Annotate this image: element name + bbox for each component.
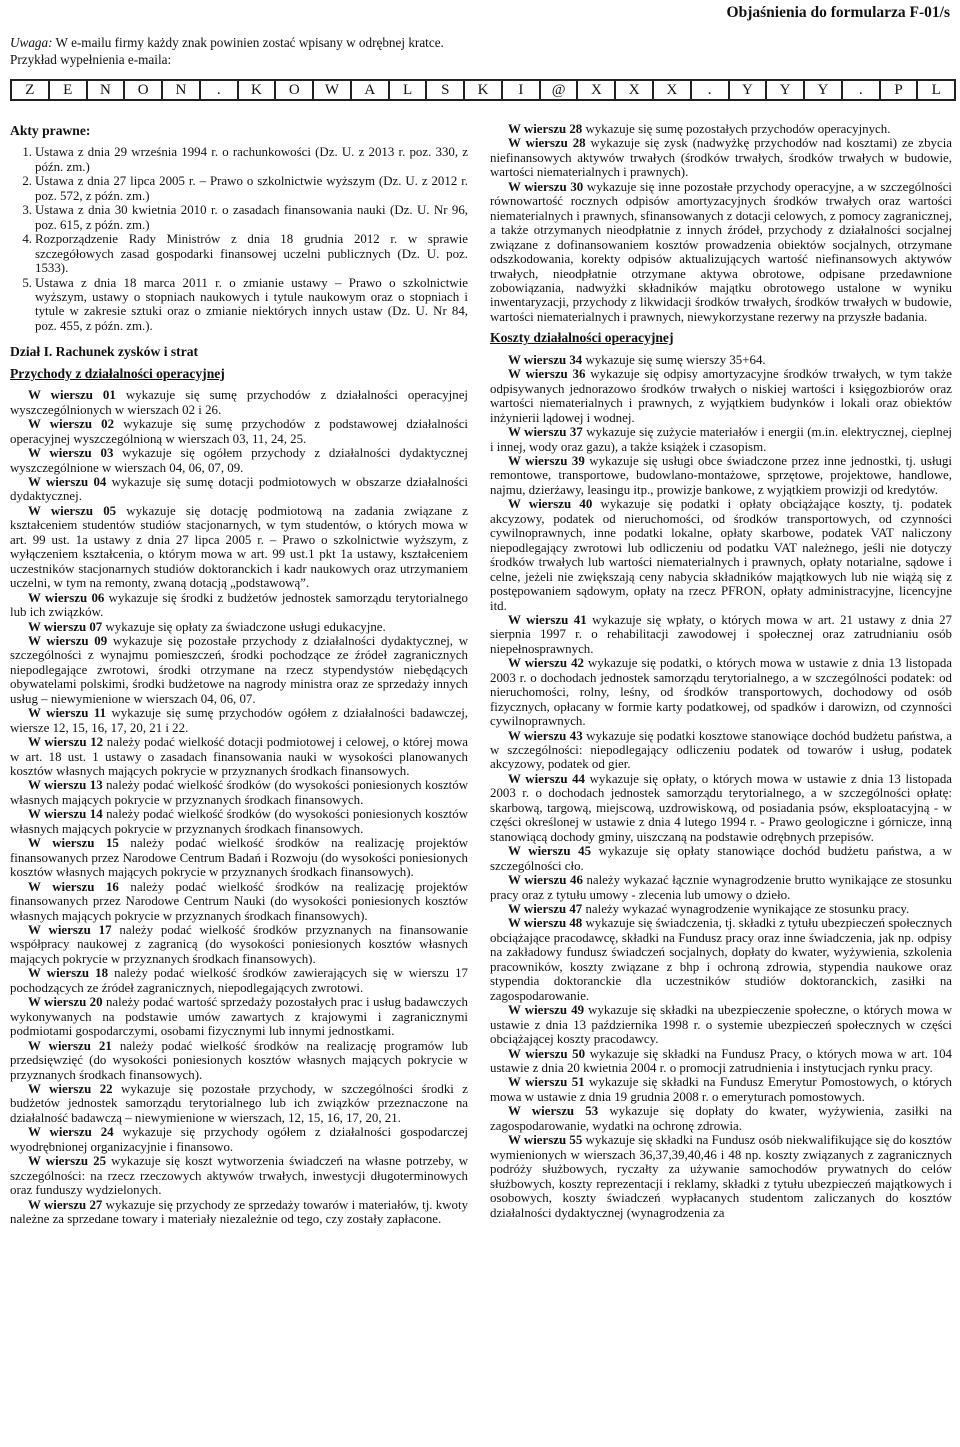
row-explanation: [10, 807, 468, 836]
row-explanation: [490, 902, 952, 916]
row-description: należy wykazać łącznie wynagrodzenie brutto wynikające ze stosunku pracy oraz z tytułu umowy - zlecenia lub umowy o dzieło.: [490, 873, 952, 902]
row-description: wykazuje się pozostałe przychody, w szczególności środki z budżetów jednostek samorządu terytorialnego lub ich związków przeznaczone na działalność badawczą – niewymienione w wierszach, 12, 15, 16, 17, 20, 21.: [10, 1082, 468, 1125]
email-example-grid: [10, 79, 956, 101]
row-explanation: [10, 1082, 468, 1125]
email-cell: W: [314, 81, 352, 99]
email-cell: O: [276, 81, 314, 99]
email-cell: Y: [767, 81, 805, 99]
row-label: W wierszu 47: [508, 902, 583, 917]
row-label: W wierszu 44: [508, 771, 586, 786]
row-explanation: [490, 873, 952, 902]
row-label: W wierszu 43: [508, 728, 583, 743]
email-cell: N: [163, 81, 201, 99]
right-paragraphs-a: [490, 122, 952, 324]
row-explanation: [10, 1125, 468, 1154]
row-explanation: [490, 729, 952, 772]
row-label: W wierszu 28: [508, 136, 586, 151]
row-label: W wierszu 18: [28, 966, 109, 981]
notice-block: [10, 34, 444, 68]
row-label: W wierszu 03: [28, 446, 114, 461]
row-label: W wierszu 16: [28, 879, 119, 894]
row-explanation: [490, 180, 952, 325]
row-explanation: [10, 923, 468, 966]
email-cell: L: [390, 81, 428, 99]
row-description: należy podać wielkość środków zawierających się w wierszu 17 pochodzących ze źródeł zagranicznych, niepodlegających zwrotowi.: [10, 966, 468, 995]
row-label: W wierszu 02: [28, 417, 115, 432]
row-label: W wierszu 39: [508, 453, 585, 468]
legal-act-number: 4.: [22, 232, 32, 247]
row-description: należy podać wielkość środków (do wysokości poniesionych kosztów własnych mających pokrycie w przyznanych środkach finansowych.: [10, 807, 468, 836]
row-description: wykazuje się podatki, o których mowa w ustawie z dnia 13 listopada 2003 r. o dochodach jednostek samorządu terytorialnego, a w szczególności podatek: od nieruchomości, rolny, leśny, od środków transportowych, dochodowy od osób fizycznych, opłacany w formie karty podatkowej, od spadków i darowizn, od czynności cywilnoprawnych.: [490, 656, 952, 729]
row-label: W wierszu 06: [28, 590, 105, 605]
legal-act-text: Ustawa z dnia 27 lipca 2005 r. – Prawo o szkolnictwie wyższym (Dz. U. z 2012 r. poz. 572, z późn. zm.): [35, 174, 468, 203]
row-explanation: [490, 136, 952, 179]
row-label: W wierszu 55: [508, 1133, 583, 1148]
row-description: wykazuje się sumę dotacji podmiotowych w obszarze działalności dydaktycznej.: [10, 474, 468, 504]
row-explanation: [10, 591, 468, 620]
row-explanation: [490, 1104, 952, 1133]
row-explanation: [490, 454, 952, 497]
email-cell: I: [503, 81, 541, 99]
email-cell: .: [201, 81, 239, 99]
row-explanation: [490, 1003, 952, 1046]
row-explanation: [10, 1154, 468, 1197]
email-cell: O: [125, 81, 163, 99]
row-description: należy podać wielkość środków na realizację projektów finansowanych przez Narodowe Centrum Nauki (do wysokości poniesionych kosztów własnych mających pokrycie w przyznanych środkach finansowych).: [10, 879, 468, 923]
email-cell: X: [654, 81, 692, 99]
row-description: należy wykazać wynagrodzenie wynikające ze stosunku pracy.: [582, 902, 910, 917]
legal-act-text: Ustawa z dnia 29 września 1994 r. o rachunkowości (Dz. U. z 2013 r. poz. 330, z późn. zm.): [35, 145, 468, 174]
row-label: W wierszu 25: [28, 1154, 107, 1169]
subsection-heading: Przychody z działalności operacyjnej: [10, 365, 225, 381]
row-description: wykazuje się opłaty za świadczone usługi edukacyjne.: [102, 619, 386, 634]
row-label: W wierszu 14: [28, 807, 103, 822]
row-explanation: [10, 504, 468, 591]
row-description: wykazuje się świadczenia, tj. składki z tytułu ubezpieczeń społecznych obciążające pracodawcę, składki na Fundusz pracy oraz inne świadczenia, jak np. odpisy na zakładowy fundusz świadczeń socjalnych, dopłaty do kwater, wyżywienia, szkolenia pracowników, koszty związane z bhp i ochroną zdrowia, stypendia naukowe oraz stypendia doktoranckie dla uczestników studiów doktoranckich, zasiłki na zagospodarowanie.: [490, 916, 952, 1003]
row-description: wykazuje się usługi obce świadczone przez inne jednostki, tj. usługi remontowe, transportowe, budowlano-montażowe, sprzętowe, projektowe, handlowe, najmu, dzierżawy, leasingu itp., prowizje bankowe, z wyjątkiem prowizji od kredytów.: [490, 453, 952, 497]
row-description: wykazuje się sumę przychodów ogółem z działalności badawczej, wiersze 12, 15, 16, 17, 20, 21 i 22.: [10, 706, 468, 735]
row-description: wykazuje się zysk (nadwyżkę przychodów nad kosztami) ze zbycia niefinansowych aktywów trwałych (środków trwałych, środków trwałych w budowie, wartości niematerialnych i prawnych).: [490, 136, 952, 180]
row-description: wykazuje się opłaty, o których mowa w ustawie z dnia 13 listopada 2003 r. o dochodach jednostek samorządu terytorialnego, a w szczególności opłatę: skarbową, targową, miejscową, uzdrowiskową, od posiadania psów, eksploatacyjną - w części określonej w ustawie z dnia 4 lutego 1994 r. - Prawo geologiczne i górnicze, inną stanowiącą dochody gminy, uiszczaną na podstawie odrębnych przepisów.: [490, 771, 952, 844]
row-label: W wierszu 22: [28, 1082, 113, 1096]
email-cell: @: [541, 81, 579, 99]
email-cell: A: [352, 81, 390, 99]
row-label: W wierszu 49: [508, 1003, 585, 1018]
costs-heading: Koszty działalności operacyjnej: [490, 330, 674, 346]
row-description: należy podać wielkość środków (do wysokości poniesionych kosztów własnych mających pokrycie w przyznanych środkach finansowych.: [10, 778, 468, 807]
row-explanation: [10, 966, 468, 995]
row-label: W wierszu 48: [508, 916, 583, 931]
row-description: wykazuje się sumę wierszy 35+64.: [582, 352, 766, 367]
email-cell: N: [88, 81, 126, 99]
document-title: Objaśnienia do formularza F-01/s: [726, 4, 950, 21]
row-label: W wierszu 09: [28, 633, 108, 648]
row-description: należy podać wielkość środków na realizację projektów finansowanych przez Narodowe Centrum Badań i Rozwoju (do wysokości poniesionych kosztów własnych mających pokrycie w przyznanych środkach finansowych).: [10, 836, 468, 880]
row-label: W wierszu 34: [508, 352, 583, 367]
row-explanation: [10, 1198, 468, 1227]
row-label: W wierszu 13: [28, 778, 103, 793]
row-description: wykazuje się sumę pozostałych przychodów operacyjnych.: [582, 122, 891, 136]
row-label: W wierszu 42: [508, 656, 584, 671]
right-column: [490, 122, 952, 1442]
row-description: wykazuje się inne pozostałe przychody operacyjne, a w szczególności równowartość rocznych odpisów amortyzacyjnych środków trwałych oraz wartości niematerialnych i prawnych, sfinansowanych z dotacji celowych, z pomocy zagranicznej, a także otrzymanych nieodpłatnie z innych źródeł, przychody z działalności socjalnej związane z dofinansowaniem kosztów prowadzenia obiektów socjalnych, otrzymane odszkodowania, korekty odpisów aktualizujących wartość niefinansowych aktywów trwałych, nieodpłatnie otrzymane aktywa obrotowe, odpisane przedawnione zobowiązania, nadwyżki składników majątku obrotowego ustalone w wyniku inwentaryzacji, przychody z likwidacji środków trwałych, środków trwałych w budowie, wartości niematerialnych i prawnych, niewykorzystane rezerwy na przyszłe badania.: [490, 179, 952, 324]
row-explanation: [490, 122, 952, 136]
row-label: W wierszu 07: [28, 619, 103, 634]
row-description: wykazuje się pozostałe przychody z działalności dydaktycznej, w szczególności z wynajmu pomieszczeń, środki pochodzące ze źródeł zagranicznych niepodlegające zwrotowi, środki otrzymane na rzecz stypendystów niebędących obywatelami polskimi, środki budżetowe na nagrody ministra oraz ze sprzedaży innych usług – niewymienione w wierszach 04, 06, 07.: [10, 633, 468, 706]
row-description: wykazuje się składki na Fundusz osób niekwalifikujące się do kosztów wymienionych w wierszach 36,37,39,40,46 i 48 np. koszty związanych z zagranicznych podróży służbowych, ryczałty za używanie samochodów prywatnych do celów służbowych, koszty reprezentacji i reklamy, składki z tytułu ubezpieczeń majątkowych i osobowych, koszty świadczeń wypłacanych studentom zaliczanych do kosztów działalności dydaktycznej (wynagrodzenia za: [490, 1133, 952, 1220]
row-description: wykazuje się ogółem przychody z działalności dydaktycznej wyszczególnione w wierszach 04, 06, 07, 09.: [10, 446, 468, 475]
row-explanation: [10, 620, 468, 634]
email-cell: Z: [12, 81, 50, 99]
row-explanation: [10, 778, 468, 807]
row-label: W wierszu 51: [508, 1075, 585, 1090]
row-explanation: [490, 656, 952, 728]
legal-act-text: Ustawa z dnia 30 kwietnia 2010 r. o zasadach finansowania nauki (Dz. U. Nr 96, poz. 615, z późn. zm.): [35, 203, 468, 232]
row-description: wykazuje się składki na Fundusz Pracy, o których mowa w art. 104 ustawie z dnia 20 kwietnia 2004 r. o promocji zatrudnienia i instytucjach rynku pracy.: [490, 1046, 952, 1075]
legal-act-number: 1.: [22, 145, 32, 160]
row-explanation: [490, 1133, 952, 1220]
row-explanation: [10, 880, 468, 923]
row-description: wykazuje się opłaty stanowiące dochód budżetu państwa, a w szczególności cło.: [490, 844, 952, 873]
email-cell: E: [50, 81, 88, 99]
right-paragraphs-b: [490, 353, 952, 1220]
legal-act-number: 5.: [22, 275, 32, 290]
row-explanation: [490, 1047, 952, 1076]
email-cell: X: [578, 81, 616, 99]
row-description: wykazuje się sumę przychodów z działalności operacyjnej wyszczególnionych w wierszach 02 i 26.: [10, 388, 468, 417]
row-label: W wierszu 11: [28, 706, 107, 721]
row-description: należy podać wielkość dotacji podmiotowej i celowej, o której mowa w art. 18 ust. 1 ustawy o zasadach finansowania nauki w wysokości planowanych kosztów własnych mających pokrycie w przyznanych środkach finansowych.: [10, 735, 468, 779]
legal-act-number: 3.: [22, 203, 32, 218]
email-cell: L: [918, 81, 956, 99]
row-explanation: [10, 634, 468, 706]
legal-act-item: [10, 276, 468, 334]
row-description: wykazuje się dotację podmiotową na zadania związane z kształceniem studentów studiów stacjonarnych, w tym studentów, o których mowa w art. 99 ust. 1a ustawy z dnia 27 lipca 2005 r. – Prawo o szkolnictwie wyższym, z wyłączeniem kształcenia, o którym mowa w art. 99 ust.1 pkt 1a ustawy, kształceniem uczestników stacjonarnych studiów doktoranckich i kadr naukowych oraz utrzymaniem uczelni, w tym na remonty, zwaną dotacją „podstawową”.: [10, 503, 468, 591]
row-description: wykazuje się odpisy amortyzacyjne środków trwałych, w tym także odpisywanych jednorazowo środków trwałych o niskiej wartości i księgozbiorów oraz wartości niematerialnych i prawnych, z wyjątkiem budynków i lokali oraz obiektów inżynierii lądowej i wodnej.: [490, 367, 952, 425]
legal-acts-heading: Akty prawne:: [10, 123, 91, 138]
row-description: wykazuje się przychody ze sprzedaży towarów i materiałów, tj. kwoty należne za sprzedane towary i materiały niezależnie od tego, czy zostały zapłacone.: [10, 1197, 468, 1227]
row-label: W wierszu 28: [508, 122, 583, 136]
email-cell: .: [692, 81, 730, 99]
example-caption: Przykład wypełnienia e-maila:: [10, 52, 172, 67]
row-label: W wierszu 12: [28, 735, 104, 750]
row-label: W wierszu 41: [508, 612, 587, 627]
row-description: wykazuje się środki z budżetów jednostek samorządu terytorialnego lub ich związków.: [10, 590, 468, 620]
row-description: wykazuje się podatki i opłaty obciążające koszty, tj. podatek akcyzowy, podatek od nieruchomości, od środków transportowych, od czynności cywilnoprawnych, inne podatki lokalne, opłaty skarbowe, podatek VAT naliczony niepodlegający zwrotowi lub odliczeniu od podatku VAT należnego, jeśli nie dotyczy środków trwałych lub wartości niematerialnych i prawnych, opłaty notarialne, sądowe i celne, jeżeli nie zwiększają ceny nabycia składników majątkowych lub nie wiążą się z postępowaniem sądowym, opłaty na rzecz PFRON, opłaty administracyjne, licencyjne itd.: [490, 497, 952, 613]
left-column: [10, 122, 468, 1442]
row-description: wykazuje się przychody ogółem z działalności gospodarczej wyodrębnionej organizacyjnie i finansowo.: [10, 1125, 468, 1154]
row-explanation: [10, 388, 468, 417]
row-explanation: [10, 1039, 468, 1082]
row-description: wykazuje się składki na Fundusz Emerytur Pomostowych, o których mowa w ustawie z dnia 19 grudnia 2008 r. o emeryturach pomostowych.: [490, 1075, 952, 1104]
row-label: W wierszu 15: [28, 836, 119, 851]
row-label: W wierszu 45: [508, 844, 592, 859]
row-description: należy podać wielkość środków na realizację programów lub przedsięwzięć (do wysokości poniesionych kosztów własnych mających pokrycie w przyznanych środkach finansowych).: [10, 1038, 468, 1082]
email-cell: S: [427, 81, 465, 99]
row-explanation: [490, 425, 952, 454]
legal-act-item: [10, 203, 468, 232]
row-explanation: [10, 836, 468, 879]
left-paragraphs: [10, 388, 468, 1226]
row-explanation: [10, 446, 468, 475]
email-cell: K: [465, 81, 503, 99]
legal-acts-list: [10, 145, 468, 333]
row-description: należy podać wartość sprzedaży pozostałych prac i usług badawczych wykonywanych na podstawie umów zawartych z krajowymi i zagranicznymi podmiotami gospodarczymi, osobami fizycznymi lub innymi jednostkami.: [10, 995, 468, 1039]
row-label: W wierszu 05: [28, 503, 117, 518]
legal-act-number: 2.: [22, 174, 32, 189]
email-cell: K: [239, 81, 277, 99]
row-label: W wierszu 46: [508, 873, 583, 888]
row-label: W wierszu 20: [28, 995, 103, 1010]
section-heading: Dział I. Rachunek zysków i strat: [10, 344, 199, 360]
row-label: W wierszu 30: [508, 179, 584, 194]
row-description: należy podać wielkość środków przyznanych na finansowanie współpracy naukowej z zagranicą (do wysokości poniesionych kosztów własnych mających pokrycie w przyznanych środkach finansowych).: [10, 923, 468, 966]
row-label: W wierszu 21: [28, 1038, 112, 1053]
row-explanation: [490, 1075, 952, 1104]
row-description: wykazuje się zużycie materiałów i energii (m.in. elektrycznej, cieplnej i innej, wody oraz gazu), a także książek i czasopism.: [490, 425, 952, 454]
row-explanation: [490, 772, 952, 844]
row-description: wykazuje się podatki kosztowe stanowiące dochód budżetu państwa, a w szczególności: niepodlegający odliczeniu podatek od towarów i usług, podatek akcyzowy, podatek od gier.: [490, 728, 952, 772]
email-cell: X: [616, 81, 654, 99]
row-explanation: [10, 417, 468, 446]
row-label: W wierszu 37: [508, 425, 583, 440]
row-explanation: [10, 475, 468, 504]
notice-text: W e-mailu firmy każdy znak powinien zostać wpisany w odrębnej kratce.: [52, 35, 444, 50]
row-explanation: [10, 735, 468, 778]
row-label: W wierszu 27: [28, 1197, 103, 1212]
row-label: W wierszu 01: [28, 388, 116, 403]
notice-label: Uwaga:: [10, 35, 53, 50]
email-cell: Y: [805, 81, 843, 99]
row-label: W wierszu 36: [508, 367, 586, 382]
row-explanation: [490, 613, 952, 656]
row-description: wykazuje się wpłaty, o których mowa w art. 21 ustawy z dnia 27 sierpnia 1997 r. o rehabilitacji zawodowej i społecznej oraz zatrudnianiu osób niepełnosprawnych.: [490, 612, 952, 656]
row-label: W wierszu 04: [28, 474, 107, 489]
row-label: W wierszu 50: [508, 1046, 586, 1061]
notice-line: [10, 34, 444, 51]
row-description: wykazuje się koszt wytworzenia świadczeń na własne potrzeby, w szczególności: na rzecz rzeczowych aktywów trwałych, inwestycji długoterminowych oraz funduszy wydzielonych.: [10, 1154, 468, 1198]
row-explanation: [490, 844, 952, 873]
email-cell: P: [881, 81, 919, 99]
row-explanation: [490, 367, 952, 425]
row-label: W wierszu 24: [28, 1125, 114, 1140]
legal-act-item: [10, 232, 468, 275]
row-explanation: [490, 916, 952, 1003]
row-explanation: [10, 706, 468, 735]
row-explanation: [490, 353, 952, 367]
row-explanation: [490, 497, 952, 613]
email-cell: .: [843, 81, 881, 99]
row-description: wykazuje się sumę przychodów z podstawowej działalności operacyjnej wyszczególnioną w wierszach 03, 11, 24, 25.: [10, 417, 468, 446]
legal-act-item: [10, 145, 468, 174]
row-label: W wierszu 40: [508, 497, 593, 512]
row-description: wykazuje się składki na ubezpieczenie społeczne, o których mowa w ustawie z dnia 13 października 1998 r. o systemie ubezpieczeń społecznych w części obciążającej koszty pracodawcy.: [490, 1003, 952, 1047]
legal-act-item: [10, 174, 468, 203]
row-description: wykazuje się dopłaty do kwater, wyżywienia, zasiłki na zagospodarowanie, wydatki na ochronę zdrowia.: [490, 1104, 952, 1133]
legal-act-text: Ustawa z dnia 18 marca 2011 r. o zmianie ustawy – Prawo o szkolnictwie wyższym, ustawy o stopniach naukowych i tytule naukowym oraz o stopniach i tytule w zakresie sztuki oraz o zmianie niektórych innych ustaw (Dz. U. Nr 84, poz. 455, z późn. zm.).: [35, 275, 468, 333]
row-label: W wierszu 53: [508, 1104, 599, 1119]
row-label: W wierszu 17: [28, 923, 112, 938]
row-explanation: [10, 995, 468, 1038]
legal-act-text: Rozporządzenie Rady Ministrów z dnia 18 grudnia 2012 r. w sprawie szczegółowych zasad gospodarki finansowej uczelni publicznych (Dz. U. poz. 1533).: [35, 232, 468, 276]
email-cell: Y: [730, 81, 768, 99]
